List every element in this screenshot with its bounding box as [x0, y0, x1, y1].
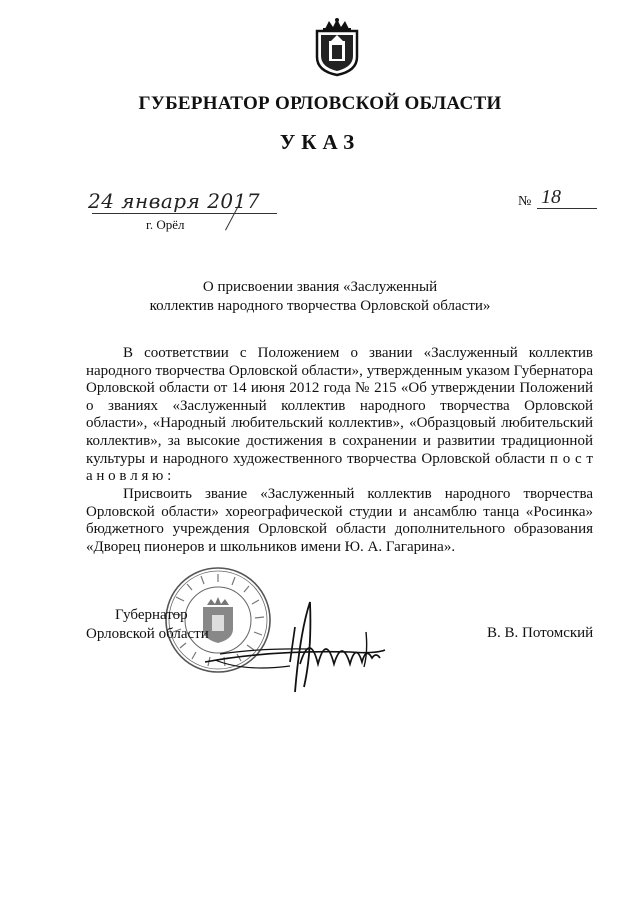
document-subject: [0, 278, 640, 316]
signatory-title: [86, 606, 209, 644]
signatory-title-line-1: Губернатор: [115, 607, 188, 623]
coat-of-arms-icon: [313, 17, 361, 77]
number-underline: [537, 208, 597, 209]
body-paragraph-2: Присвоить звание «Заслуженный коллектив народного творчества Орловской области» хореографической студии и ансамблю танца «Росинка» бюджетного учреждения Орловской области дополнительного образования «Дворец пионеров и школьников имени Ю. А. Гагарина».: [86, 486, 593, 555]
document-date: 24 января 2017: [88, 189, 261, 213]
number-label: №: [518, 194, 532, 209]
handwritten-signature: [200, 592, 400, 702]
subject-line-1: О присвоении звания «Заслуженный: [202, 279, 438, 295]
signatory-title-line-2: Орловской области: [86, 626, 209, 642]
subject-line-2: коллектив народного творчества Орловской области»: [149, 298, 491, 314]
document-number: 18: [541, 186, 561, 208]
document-place: г. Орёл: [146, 217, 185, 232]
issuing-authority: ГУБЕРНАТОР ОРЛОВСКОЙ ОБЛАСТИ: [138, 93, 502, 114]
document-type: УКАЗ: [279, 130, 361, 154]
signatory-name: В. В. Потомский: [487, 625, 594, 641]
body-paragraph-1: В соответствии с Положением о звании «Заслуженный коллектив народного творчества Орловской области», утвержденным указом Губернатора Орловской области от 14 июня 2012 года № 215 «Об утверждении Положений о званиях «Заслуженный коллектив народного творчества Орловской области», «Народный любительский коллектив», «Образцовый любительский коллектив», за высокие достижения в сохранении и развитии традиционной культуры и народного художественного творчества Орловской области п о с т а н о в л я ю :: [86, 345, 593, 485]
date-underline: [92, 213, 277, 214]
